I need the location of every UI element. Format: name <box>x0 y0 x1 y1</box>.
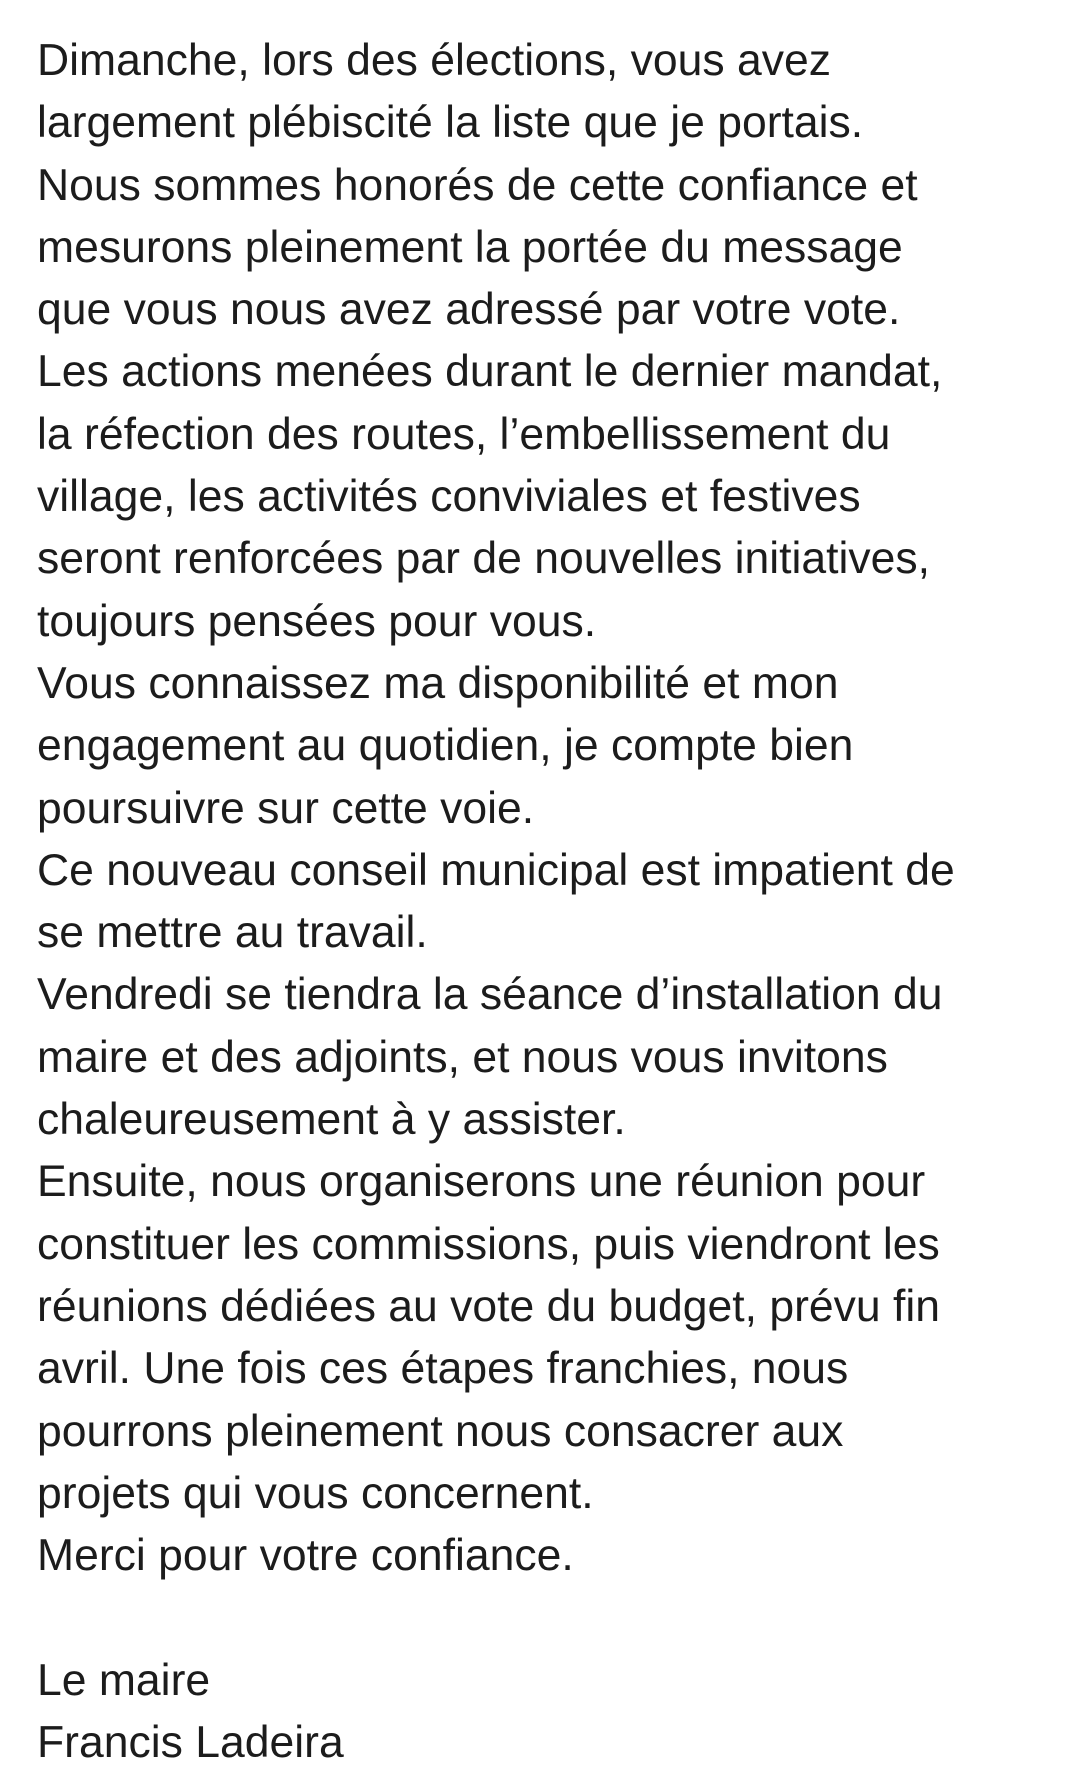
message-line: pourrons pleinement nous consacrer aux <box>37 1406 844 1456</box>
message-line: village, les activités conviviales et festives <box>37 472 861 522</box>
message-line: que vous nous avez adressé par votre vote. <box>37 285 901 335</box>
message-line: mesurons pleinement la portée du message <box>37 222 903 272</box>
message-line: avril. Une fois ces étapes franchies, nous <box>37 1344 849 1394</box>
signature-name: Francis Ladeira <box>37 1718 344 1768</box>
message-line: Ensuite, nous organiserons une réunion pour <box>37 1157 926 1207</box>
message-line: engagement au quotidien, je compte bien <box>37 721 854 771</box>
message-line: Dimanche, lors des élections, vous avez <box>37 36 831 85</box>
message-line: maire et des adjoints, et nous vous invitons <box>37 1032 888 1082</box>
message-line: Merci pour votre confiance. <box>37 1531 574 1581</box>
message-line: toujours pensées pour vous. <box>37 596 597 646</box>
message-line: Vendredi se tiendra la séance d’installation du <box>37 970 943 1020</box>
message-line: la réfection des routes, l’embellissement du <box>37 409 891 459</box>
message-line: Vous connaissez ma disponibilité et mon <box>37 658 839 708</box>
message-line: constituer les commissions, puis viendront les <box>37 1219 940 1269</box>
message-line: largement plébiscité la liste que je portais. <box>37 98 864 148</box>
message-line: projets qui vous concernent. <box>37 1468 594 1518</box>
message-line: Ce nouveau conseil municipal est impatient de <box>37 845 955 895</box>
message-line: Les actions menées durant le dernier mandat, <box>37 347 943 397</box>
signature-role: Le maire <box>37 1655 211 1705</box>
message-body <box>37 30 1057 1774</box>
signature-spacer <box>37 1587 1057 1649</box>
message-line: Nous sommes honorés de cette confiance et <box>37 160 918 210</box>
message-line: poursuivre sur cette voie. <box>37 783 535 833</box>
message-line: réunions dédiées au vote du budget, prévu fin <box>37 1281 941 1331</box>
message-line: se mettre au travail. <box>37 908 428 958</box>
message-line: chaleureusement à y assister. <box>37 1095 626 1145</box>
message-line: seront renforcées par de nouvelles initiatives, <box>37 534 930 584</box>
